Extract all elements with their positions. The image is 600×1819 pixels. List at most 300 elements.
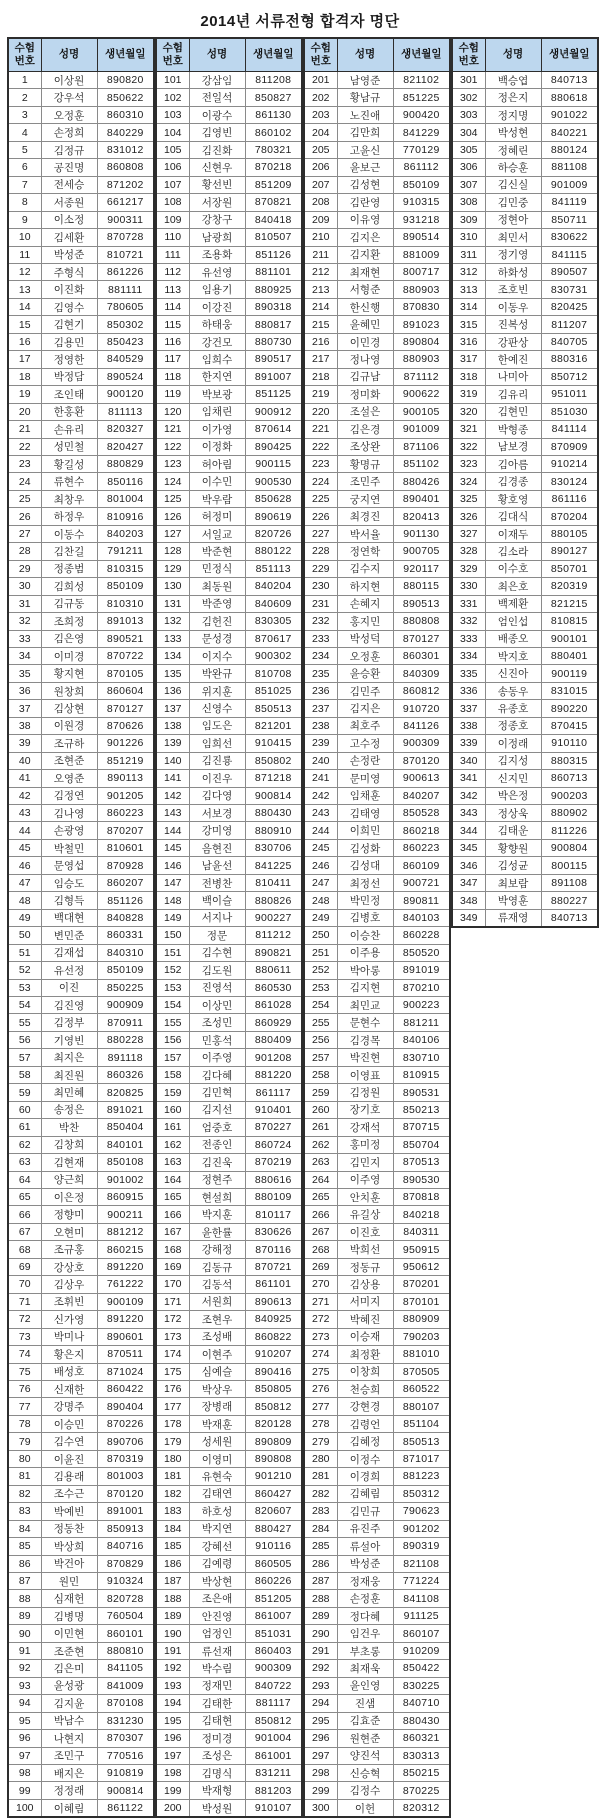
- exam-no-cell: 81: [8, 1468, 41, 1485]
- header-birthdate: 생년월일: [97, 38, 154, 72]
- exam-no-cell: 233: [304, 630, 337, 647]
- table-row: [156, 595, 302, 612]
- exam-no-cell: 205: [304, 141, 337, 158]
- exam-no-cell: 70: [8, 1276, 41, 1293]
- exam-no-cell: 173: [156, 1328, 189, 1345]
- name-cell: 최민서: [485, 229, 541, 246]
- table-row: [8, 351, 154, 368]
- exam-no-cell: 155: [156, 1014, 189, 1031]
- exam-no-cell: 139: [156, 735, 189, 752]
- birthdate-cell: 850513: [393, 1433, 450, 1450]
- name-cell: 이수민: [189, 473, 245, 490]
- exam-no-cell: 311: [452, 246, 485, 263]
- table-row: [452, 368, 598, 385]
- name-cell: 김은영: [41, 630, 97, 647]
- birthdate-cell: 851219: [97, 752, 154, 769]
- table-row: [8, 1799, 154, 1817]
- name-cell: 김병호: [337, 909, 393, 926]
- birthdate-cell: 900814: [97, 1782, 154, 1799]
- exam-no-cell: 165: [156, 1189, 189, 1206]
- birthdate-cell: 860223: [393, 839, 450, 856]
- birthdate-cell: 881203: [245, 1782, 302, 1799]
- exam-no-cell: 210: [304, 229, 337, 246]
- exam-no-cell: 102: [156, 89, 189, 106]
- name-cell: 남보경: [485, 438, 541, 455]
- table-row: [304, 1503, 450, 1520]
- name-cell: 진복성: [485, 316, 541, 333]
- table-row: [304, 1695, 450, 1712]
- table-row: [304, 595, 450, 612]
- birthdate-cell: 880730: [245, 333, 302, 350]
- birthdate-cell: 821102: [393, 72, 450, 89]
- birthdate-cell: 900120: [97, 386, 154, 403]
- exam-no-cell: 107: [156, 176, 189, 193]
- exam-no-cell: 32: [8, 613, 41, 630]
- table-row: [8, 1398, 154, 1415]
- name-cell: 김재섭: [41, 944, 97, 961]
- birthdate-cell: 890401: [393, 490, 450, 507]
- birthdate-cell: 831012: [97, 141, 154, 158]
- exam-no-cell: 245: [304, 839, 337, 856]
- birthdate-cell: 810411: [245, 874, 302, 891]
- exam-no-cell: 92: [8, 1660, 41, 1677]
- birthdate-cell: 811207: [541, 316, 598, 333]
- exam-no-cell: 260: [304, 1101, 337, 1118]
- table-row: [304, 613, 450, 630]
- name-cell: 김정연: [41, 787, 97, 804]
- name-cell: 김민주: [337, 682, 393, 699]
- table-row: [8, 962, 154, 979]
- exam-no-cell: 306: [452, 159, 485, 176]
- birthdate-cell: 951011: [541, 386, 598, 403]
- name-cell: 신지민: [485, 770, 541, 787]
- exam-no-cell: 237: [304, 700, 337, 717]
- birthdate-cell: 900109: [97, 1293, 154, 1310]
- name-cell: 김유리: [485, 386, 541, 403]
- exam-no-cell: 209: [304, 211, 337, 228]
- birthdate-cell: 810915: [393, 1066, 450, 1083]
- birthdate-cell: 860326: [97, 1066, 154, 1083]
- table-row: [8, 211, 154, 228]
- birthdate-cell: 791211: [97, 543, 154, 560]
- exam-no-cell: 126: [156, 508, 189, 525]
- exam-no-cell: 318: [452, 368, 485, 385]
- birthdate-cell: 900909: [97, 997, 154, 1014]
- exam-no-cell: 330: [452, 578, 485, 595]
- name-cell: 민홍석: [189, 1031, 245, 1048]
- exam-no-cell: 122: [156, 438, 189, 455]
- exam-no-cell: 235: [304, 665, 337, 682]
- table-row: [304, 438, 450, 455]
- exam-no-cell: 347: [452, 874, 485, 891]
- birthdate-cell: 861130: [245, 106, 302, 123]
- name-cell: 강삼임: [189, 72, 245, 89]
- table-row: [304, 1782, 450, 1799]
- name-cell: 김규남: [337, 368, 393, 385]
- birthdate-cell: 880829: [97, 455, 154, 472]
- table-row: [452, 159, 598, 176]
- table-row: [156, 1189, 302, 1206]
- birthdate-cell: 910214: [541, 455, 598, 472]
- birthdate-cell: 910209: [393, 1642, 450, 1659]
- exam-no-cell: 31: [8, 595, 41, 612]
- exam-no-cell: 182: [156, 1485, 189, 1502]
- birthdate-cell: 860427: [245, 1485, 302, 1502]
- birthdate-cell: 860724: [245, 1136, 302, 1153]
- name-cell: 이승재: [337, 1328, 393, 1345]
- exam-no-cell: 296: [304, 1730, 337, 1747]
- table-row: [156, 857, 302, 874]
- exam-no-cell: 183: [156, 1503, 189, 1520]
- birthdate-cell: 760504: [97, 1607, 154, 1624]
- name-cell: 문영섭: [41, 857, 97, 874]
- table-row: [156, 839, 302, 856]
- birthdate-cell: 890318: [245, 298, 302, 315]
- birthdate-cell: 820327: [97, 421, 154, 438]
- birthdate-cell: 840103: [393, 909, 450, 926]
- birthdate-cell: 810507: [245, 229, 302, 246]
- table-row: [452, 351, 598, 368]
- name-cell: 박준영: [189, 595, 245, 612]
- table-row: [304, 1346, 450, 1363]
- table-row: [452, 892, 598, 909]
- exam-no-cell: 343: [452, 805, 485, 822]
- name-cell: 진샘: [337, 1695, 393, 1712]
- exam-no-cell: 279: [304, 1433, 337, 1450]
- birthdate-cell: 840101: [97, 1136, 154, 1153]
- table-row: [156, 1241, 302, 1258]
- exam-no-cell: 278: [304, 1415, 337, 1432]
- birthdate-cell: 870821: [245, 194, 302, 211]
- name-cell: 이경희: [337, 1468, 393, 1485]
- name-cell: 황호영: [485, 490, 541, 507]
- birthdate-cell: 900101: [541, 630, 598, 647]
- name-cell: 신재한: [41, 1380, 97, 1397]
- table-row: [8, 839, 154, 856]
- birthdate-cell: 871106: [393, 438, 450, 455]
- birthdate-cell: 890821: [245, 944, 302, 961]
- exam-no-cell: 230: [304, 578, 337, 595]
- exam-no-cell: 277: [304, 1398, 337, 1415]
- table-row: [452, 717, 598, 734]
- birthdate-cell: 881211: [393, 1014, 450, 1031]
- header-name: 성명: [189, 38, 245, 72]
- name-cell: 성민철: [41, 438, 97, 455]
- table-row: [156, 229, 302, 246]
- exam-no-cell: 281: [304, 1468, 337, 1485]
- name-cell: 이가영: [189, 421, 245, 438]
- header-name: 성명: [337, 38, 393, 72]
- exam-no-cell: 44: [8, 822, 41, 839]
- name-cell: 박희선: [337, 1241, 393, 1258]
- birthdate-cell: 900302: [245, 647, 302, 664]
- name-cell: 유현숙: [189, 1468, 245, 1485]
- name-cell: 김태현: [189, 1712, 245, 1729]
- name-cell: 김지은: [337, 229, 393, 246]
- table-row: [8, 752, 154, 769]
- table-row: [304, 1119, 450, 1136]
- exam-no-cell: 216: [304, 333, 337, 350]
- exam-no-cell: 249: [304, 909, 337, 926]
- birthdate-cell: 850802: [245, 752, 302, 769]
- birthdate-cell: 891021: [97, 1101, 154, 1118]
- exam-no-cell: 61: [8, 1119, 41, 1136]
- name-cell: 서미지: [337, 1293, 393, 1310]
- birthdate-cell: 830731: [541, 281, 598, 298]
- birthdate-cell: 870101: [393, 1293, 450, 1310]
- name-cell: 민정식: [189, 560, 245, 577]
- table-row: [156, 1346, 302, 1363]
- name-cell: 윤승환: [337, 665, 393, 682]
- table-row: [8, 1258, 154, 1275]
- table-row: [156, 1625, 302, 1642]
- birthdate-cell: 870226: [97, 1415, 154, 1432]
- name-cell: 임승도: [41, 874, 97, 891]
- exam-no-cell: 108: [156, 194, 189, 211]
- exam-no-cell: 110: [156, 229, 189, 246]
- header-birthdate: 생년월일: [541, 38, 598, 72]
- birthdate-cell: 861226: [97, 263, 154, 280]
- exam-no-cell: 300: [304, 1799, 337, 1817]
- table-row: [304, 1468, 450, 1485]
- exam-no-cell: 187: [156, 1572, 189, 1589]
- exam-no-cell: 134: [156, 647, 189, 664]
- pass-list-table: [303, 37, 451, 1818]
- exam-no-cell: 158: [156, 1066, 189, 1083]
- birthdate-cell: 761222: [97, 1276, 154, 1293]
- exam-no-cell: 21: [8, 421, 41, 438]
- birthdate-cell: 820319: [541, 578, 598, 595]
- exam-no-cell: 157: [156, 1049, 189, 1066]
- exam-no-cell: 276: [304, 1380, 337, 1397]
- name-cell: 오정훈: [41, 106, 97, 123]
- table-row: [156, 909, 302, 926]
- exam-no-cell: 30: [8, 578, 41, 595]
- exam-no-cell: 298: [304, 1764, 337, 1781]
- birthdate-cell: 811208: [245, 72, 302, 89]
- table-row: [8, 1154, 154, 1171]
- exam-no-cell: 27: [8, 525, 41, 542]
- exam-no-cell: 337: [452, 700, 485, 717]
- exam-no-cell: 150: [156, 927, 189, 944]
- exam-no-cell: 104: [156, 124, 189, 141]
- table-row: [304, 1642, 450, 1659]
- birthdate-cell: 851104: [393, 1415, 450, 1432]
- birthdate-cell: 870219: [245, 1154, 302, 1171]
- table-row: [156, 1764, 302, 1781]
- table-row: [304, 543, 450, 560]
- birthdate-cell: 950612: [393, 1258, 450, 1275]
- table-row: [8, 229, 154, 246]
- name-cell: 김경종: [485, 473, 541, 490]
- exam-no-cell: 71: [8, 1293, 41, 1310]
- name-cell: 이희민: [337, 822, 393, 839]
- exam-no-cell: 252: [304, 962, 337, 979]
- name-cell: 유종호: [485, 700, 541, 717]
- birthdate-cell: 840106: [393, 1031, 450, 1048]
- birthdate-cell: 890425: [245, 438, 302, 455]
- table-row: [8, 1468, 154, 1485]
- exam-no-cell: 87: [8, 1572, 41, 1589]
- name-cell: 김민중: [485, 194, 541, 211]
- name-cell: 김병명: [41, 1607, 97, 1624]
- birthdate-cell: 890113: [97, 770, 154, 787]
- name-cell: 황명규: [337, 455, 393, 472]
- table-row: [304, 682, 450, 699]
- exam-no-cell: 241: [304, 770, 337, 787]
- name-cell: 전일석: [189, 89, 245, 106]
- exam-no-cell: 145: [156, 839, 189, 856]
- table-row: [8, 1119, 154, 1136]
- birthdate-cell: 890619: [245, 508, 302, 525]
- birthdate-cell: 891118: [97, 1049, 154, 1066]
- birthdate-cell: 900721: [393, 874, 450, 891]
- birthdate-cell: 870715: [393, 1119, 450, 1136]
- table-row: [156, 316, 302, 333]
- name-cell: 이헌: [337, 1799, 393, 1817]
- exam-no-cell: 119: [156, 386, 189, 403]
- name-cell: 나미아: [485, 368, 541, 385]
- exam-no-cell: 248: [304, 892, 337, 909]
- table-row: [156, 106, 302, 123]
- table-row: [8, 1520, 154, 1537]
- exam-no-cell: 146: [156, 857, 189, 874]
- table-row: [304, 1764, 450, 1781]
- table-row: [304, 508, 450, 525]
- table-row: [156, 1730, 302, 1747]
- table-row: [8, 1433, 154, 1450]
- name-cell: 윤성광: [41, 1677, 97, 1694]
- birthdate-cell: 861001: [245, 1747, 302, 1764]
- birthdate-cell: 850422: [393, 1660, 450, 1677]
- birthdate-cell: 850622: [97, 89, 154, 106]
- name-cell: 김만희: [337, 124, 393, 141]
- exam-no-cell: 319: [452, 386, 485, 403]
- table-row: [304, 1363, 450, 1380]
- table-row: [452, 403, 598, 420]
- exam-no-cell: 101: [156, 72, 189, 89]
- table-row: [452, 298, 598, 315]
- table-row: [8, 1031, 154, 1048]
- table-row: [8, 1712, 154, 1729]
- birthdate-cell: 851126: [245, 246, 302, 263]
- name-cell: 최재욱: [337, 1660, 393, 1677]
- name-cell: 황지현: [41, 665, 97, 682]
- table-row: [156, 979, 302, 996]
- exam-no-cell: 255: [304, 1014, 337, 1031]
- birthdate-cell: 900814: [245, 787, 302, 804]
- table-row: [8, 1730, 154, 1747]
- birthdate-cell: 820825: [97, 1084, 154, 1101]
- table-row: [8, 1660, 154, 1677]
- name-cell: 조희정: [41, 613, 97, 630]
- exam-no-cell: 257: [304, 1049, 337, 1066]
- name-cell: 조호빈: [485, 281, 541, 298]
- table-row: [156, 1206, 302, 1223]
- birthdate-cell: 890601: [97, 1328, 154, 1345]
- exam-no-cell: 131: [156, 595, 189, 612]
- header-exam-no: [452, 38, 485, 72]
- table-row: [452, 281, 598, 298]
- birthdate-cell: 871218: [245, 770, 302, 787]
- table-row: [452, 752, 598, 769]
- name-cell: 김영빈: [189, 124, 245, 141]
- exam-no-cell: 217: [304, 351, 337, 368]
- exam-no-cell: 284: [304, 1520, 337, 1537]
- table-row: [156, 805, 302, 822]
- name-cell: 문현수: [337, 1014, 393, 1031]
- table-row: [304, 1084, 450, 1101]
- name-cell: 정동찬: [41, 1520, 97, 1537]
- table-row: [8, 1625, 154, 1642]
- name-cell: 강상호: [41, 1258, 97, 1275]
- exam-no-cell: 336: [452, 682, 485, 699]
- table-row: [156, 194, 302, 211]
- exam-no-cell: 339: [452, 735, 485, 752]
- birthdate-cell: 890808: [245, 1450, 302, 1467]
- table-row: [156, 647, 302, 664]
- name-cell: 서원희: [189, 1293, 245, 1310]
- birthdate-cell: 880315: [541, 752, 598, 769]
- table-row: [156, 490, 302, 507]
- name-cell: 이은정: [41, 1189, 97, 1206]
- exam-no-cell: 130: [156, 578, 189, 595]
- table-row: [156, 351, 302, 368]
- table-row: [8, 159, 154, 176]
- birthdate-cell: 900530: [245, 473, 302, 490]
- exam-no-cell: 125: [156, 490, 189, 507]
- name-cell: 문성경: [189, 630, 245, 647]
- table-row: [156, 1276, 302, 1293]
- name-cell: 이강진: [189, 298, 245, 315]
- name-cell: 하승훈: [485, 159, 541, 176]
- name-cell: 김나영: [41, 805, 97, 822]
- table-row: [156, 1049, 302, 1066]
- name-cell: 김지성: [485, 752, 541, 769]
- birthdate-cell: 860226: [245, 1572, 302, 1589]
- birthdate-cell: 851030: [541, 403, 598, 420]
- table-row: [304, 263, 450, 280]
- birthdate-cell: 870120: [393, 752, 450, 769]
- name-cell: 박진현: [337, 1049, 393, 1066]
- table-row: [156, 543, 302, 560]
- name-cell: 최지은: [41, 1049, 97, 1066]
- birthdate-cell: 900211: [97, 1206, 154, 1223]
- birthdate-cell: 910720: [393, 700, 450, 717]
- name-cell: 박우람: [189, 490, 245, 507]
- exam-no-cell: 315: [452, 316, 485, 333]
- table-row: [8, 1450, 154, 1467]
- birthdate-cell: 860218: [393, 822, 450, 839]
- birthdate-cell: 870829: [97, 1555, 154, 1572]
- header-exam-no-line2: 번호: [14, 55, 35, 67]
- exam-no-cell: 349: [452, 909, 485, 927]
- birthdate-cell: 950915: [393, 1241, 450, 1258]
- name-cell: 김도원: [189, 962, 245, 979]
- exam-no-cell: 138: [156, 717, 189, 734]
- table-row: [156, 1590, 302, 1607]
- exam-no-cell: 162: [156, 1136, 189, 1153]
- exam-no-cell: 327: [452, 525, 485, 542]
- birthdate-cell: 810315: [97, 560, 154, 577]
- table-row: [156, 1677, 302, 1694]
- table-row: [8, 1066, 154, 1083]
- birthdate-cell: 800717: [393, 263, 450, 280]
- exam-no-cell: 313: [452, 281, 485, 298]
- table-row: [304, 124, 450, 141]
- birthdate-cell: 780321: [245, 141, 302, 158]
- name-cell: 박재훈: [189, 1415, 245, 1432]
